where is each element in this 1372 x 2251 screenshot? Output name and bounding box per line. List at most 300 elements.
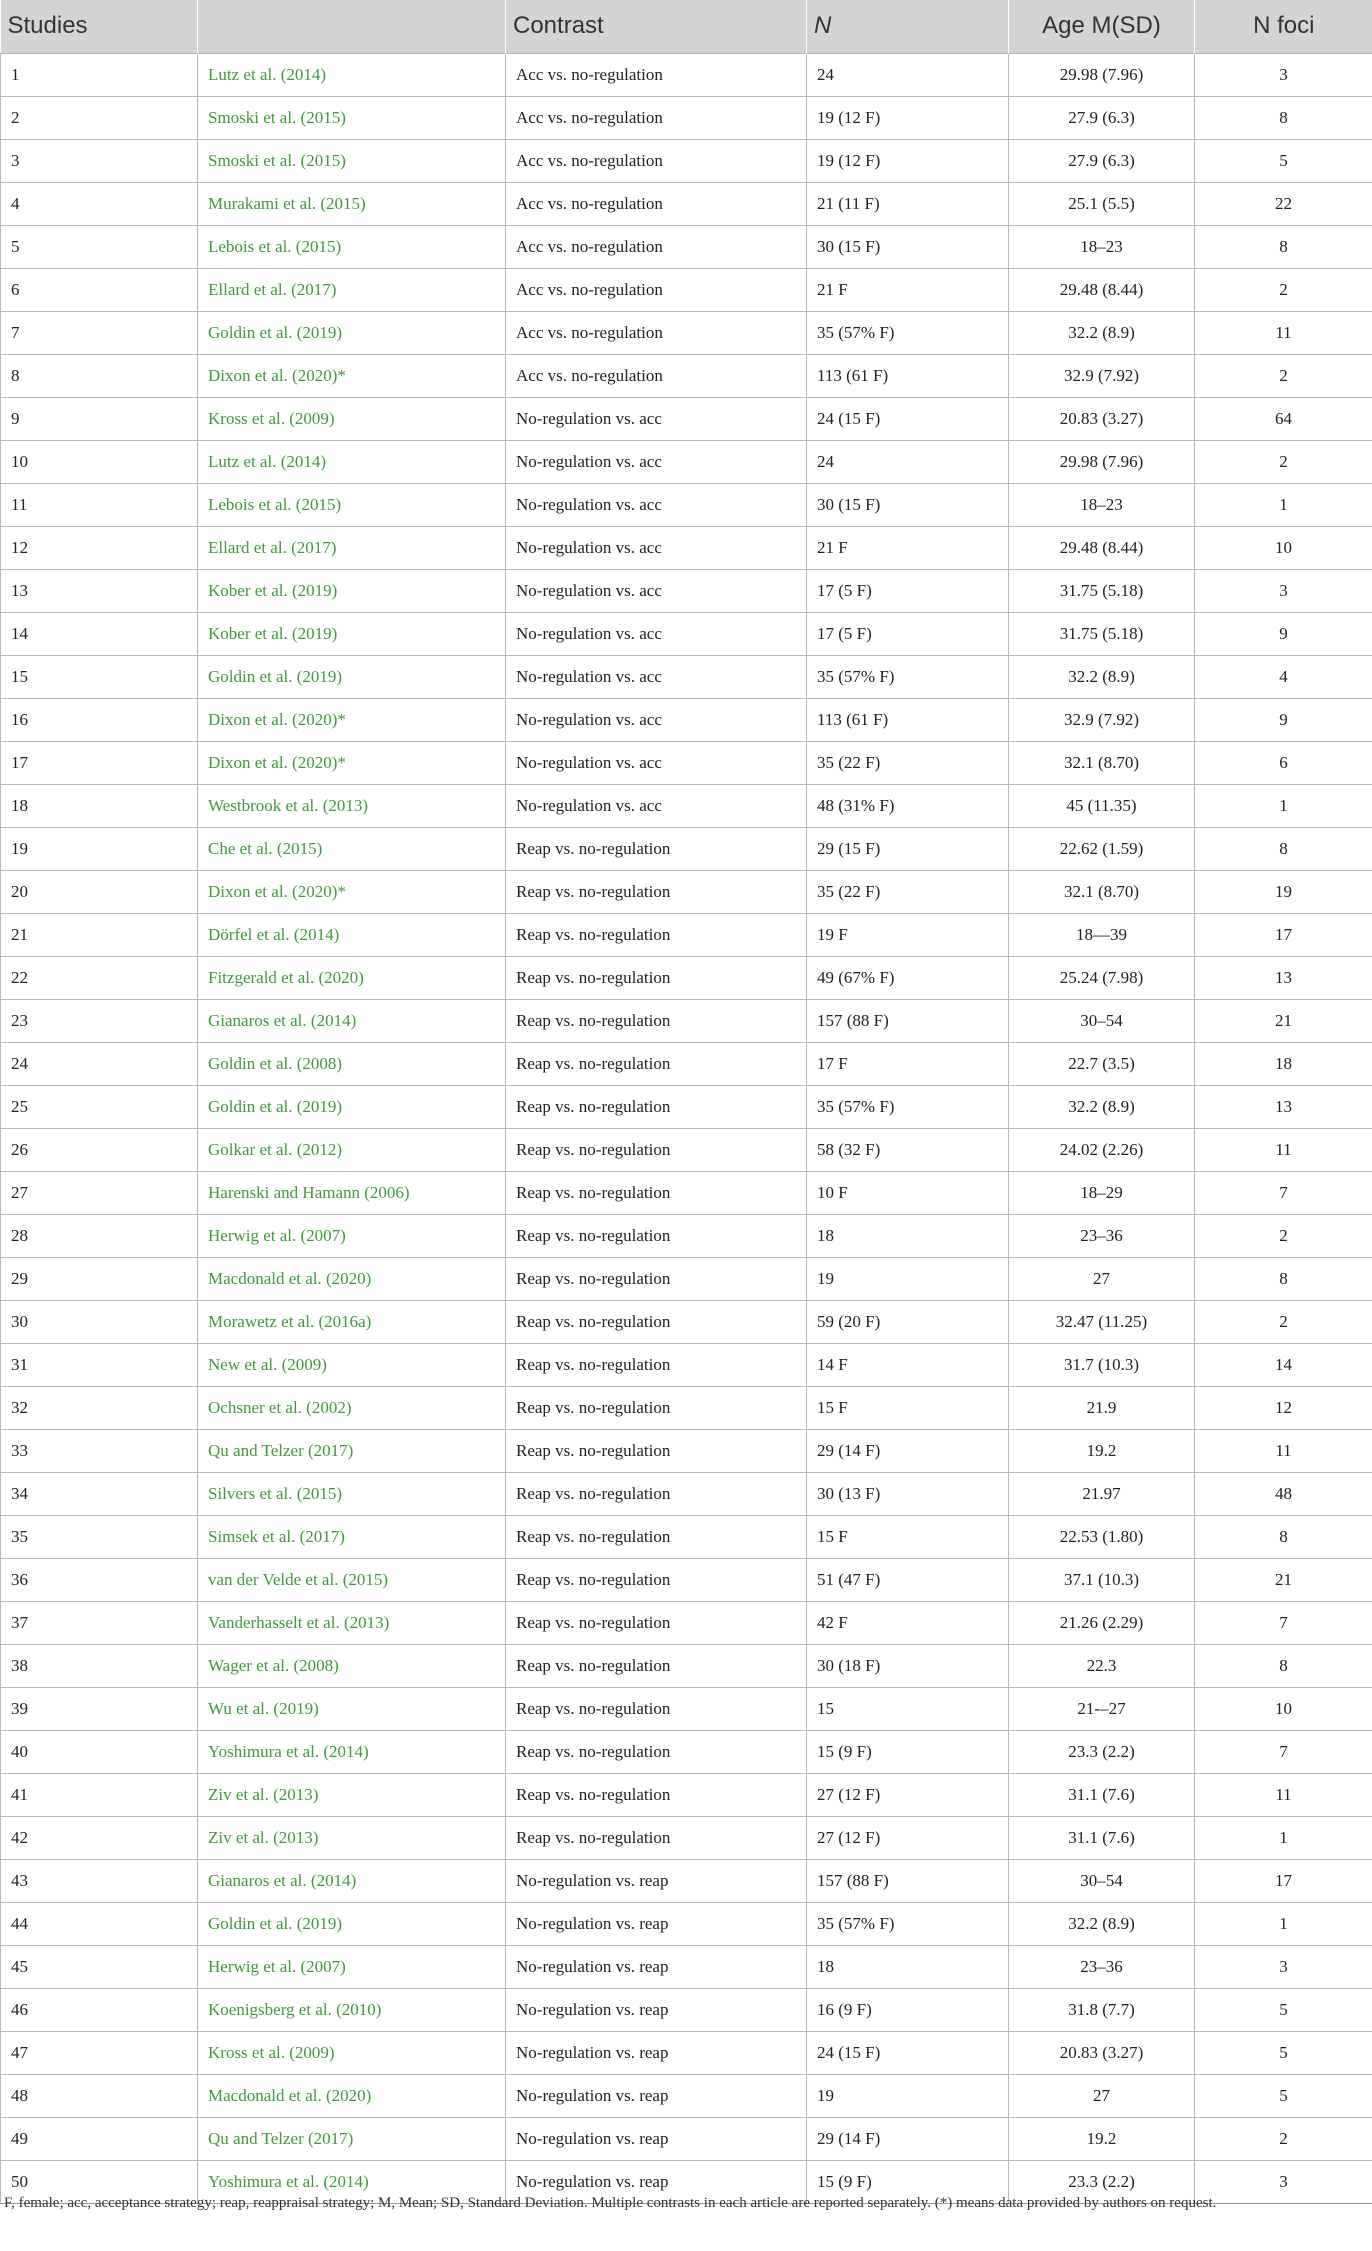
- n-foci-cell: 21: [1195, 1558, 1372, 1601]
- table-row: [1, 1730, 1372, 1773]
- n-cell: 15 (9 F): [807, 1730, 1009, 1773]
- age-cell: 32.9 (7.92): [1009, 354, 1195, 397]
- n-foci-cell: 1: [1195, 1816, 1372, 1859]
- study-number: 26: [1, 1128, 198, 1171]
- table-row: [1, 1214, 1372, 1257]
- study-reference[interactable]: Yoshimura et al. (2014): [198, 2160, 506, 2203]
- table-row: [1, 225, 1372, 268]
- n-cell: 24: [807, 440, 1009, 483]
- study-reference[interactable]: Goldin et al. (2019): [198, 1085, 506, 1128]
- study-number: 44: [1, 1902, 198, 1945]
- table-row: [1, 1386, 1372, 1429]
- age-cell: 29.98 (7.96): [1009, 53, 1195, 96]
- n-cell: 17 F: [807, 1042, 1009, 1085]
- contrast-cell: Reap vs. no-regulation: [506, 1171, 807, 1214]
- table-row: [1, 1171, 1372, 1214]
- n-foci-cell: 5: [1195, 1988, 1372, 2031]
- header-row: [1, 0, 1372, 53]
- table-row: [1, 1300, 1372, 1343]
- study-reference[interactable]: Yoshimura et al. (2014): [198, 1730, 506, 1773]
- study-number: 28: [1, 1214, 198, 1257]
- n-cell: 35 (57% F): [807, 655, 1009, 698]
- n-cell: 15: [807, 1687, 1009, 1730]
- table-row: [1, 397, 1372, 440]
- study-reference[interactable]: Macdonald et al. (2020): [198, 1257, 506, 1300]
- study-reference[interactable]: Dixon et al. (2020)*: [198, 698, 506, 741]
- header-n-foci: N foci: [1195, 0, 1372, 53]
- n-cell: 15 F: [807, 1386, 1009, 1429]
- n-cell: 29 (14 F): [807, 1429, 1009, 1472]
- contrast-cell: Reap vs. no-regulation: [506, 1042, 807, 1085]
- contrast-cell: No-regulation vs. acc: [506, 655, 807, 698]
- study-reference[interactable]: Dixon et al. (2020)*: [198, 354, 506, 397]
- study-reference[interactable]: Ziv et al. (2013): [198, 1773, 506, 1816]
- study-number: 43: [1, 1859, 198, 1902]
- contrast-cell: No-regulation vs. reap: [506, 2074, 807, 2117]
- study-number: 39: [1, 1687, 198, 1730]
- n-foci-cell: 7: [1195, 1730, 1372, 1773]
- table-row: [1, 1558, 1372, 1601]
- contrast-cell: Reap vs. no-regulation: [506, 1128, 807, 1171]
- n-cell: 27 (12 F): [807, 1773, 1009, 1816]
- study-number: 5: [1, 225, 198, 268]
- study-reference[interactable]: Goldin et al. (2019): [198, 311, 506, 354]
- study-number: 30: [1, 1300, 198, 1343]
- n-foci-cell: 3: [1195, 2160, 1372, 2203]
- contrast-cell: Reap vs. no-regulation: [506, 1472, 807, 1515]
- study-reference[interactable]: Murakami et al. (2015): [198, 182, 506, 225]
- study-number: 38: [1, 1644, 198, 1687]
- study-number: 9: [1, 397, 198, 440]
- study-number: 16: [1, 698, 198, 741]
- study-reference[interactable]: Kober et al. (2019): [198, 569, 506, 612]
- n-foci-cell: 13: [1195, 1085, 1372, 1128]
- age-cell: 21.26 (2.29): [1009, 1601, 1195, 1644]
- study-reference[interactable]: Smoski et al. (2015): [198, 96, 506, 139]
- table-row: [1, 96, 1372, 139]
- study-number: 23: [1, 999, 198, 1042]
- age-cell: 45 (11.35): [1009, 784, 1195, 827]
- study-number: 29: [1, 1257, 198, 1300]
- age-cell: 31.7 (10.3): [1009, 1343, 1195, 1386]
- n-cell: 35 (57% F): [807, 1085, 1009, 1128]
- n-cell: 35 (22 F): [807, 870, 1009, 913]
- n-foci-cell: 11: [1195, 1773, 1372, 1816]
- age-cell: 22.53 (1.80): [1009, 1515, 1195, 1558]
- study-number: 14: [1, 612, 198, 655]
- study-number: 49: [1, 2117, 198, 2160]
- study-reference[interactable]: Lebois et al. (2015): [198, 483, 506, 526]
- n-cell: 49 (67% F): [807, 956, 1009, 999]
- n-cell: 30 (15 F): [807, 483, 1009, 526]
- age-cell: 18–23: [1009, 225, 1195, 268]
- contrast-cell: No-regulation vs. reap: [506, 1945, 807, 1988]
- study-reference[interactable]: Fitzgerald et al. (2020): [198, 956, 506, 999]
- study-reference[interactable]: Smoski et al. (2015): [198, 139, 506, 182]
- study-number: 25: [1, 1085, 198, 1128]
- table-row: [1, 440, 1372, 483]
- study-reference[interactable]: Gianaros et al. (2014): [198, 999, 506, 1042]
- table-row: [1, 1515, 1372, 1558]
- contrast-cell: Reap vs. no-regulation: [506, 1085, 807, 1128]
- age-cell: 19.2: [1009, 2117, 1195, 2160]
- n-foci-cell: 14: [1195, 1343, 1372, 1386]
- table-row: [1, 569, 1372, 612]
- age-cell: 32.2 (8.9): [1009, 1085, 1195, 1128]
- table-row: [1, 1042, 1372, 1085]
- study-reference[interactable]: Wager et al. (2008): [198, 1644, 506, 1687]
- n-cell: 10 F: [807, 1171, 1009, 1214]
- n-cell: 42 F: [807, 1601, 1009, 1644]
- age-cell: 30–54: [1009, 1859, 1195, 1902]
- age-cell: 31.1 (7.6): [1009, 1816, 1195, 1859]
- n-cell: 48 (31% F): [807, 784, 1009, 827]
- table-row: [1, 1859, 1372, 1902]
- contrast-cell: Reap vs. no-regulation: [506, 1386, 807, 1429]
- table-row: [1, 526, 1372, 569]
- contrast-cell: Reap vs. no-regulation: [506, 913, 807, 956]
- study-number: 19: [1, 827, 198, 870]
- n-cell: 14 F: [807, 1343, 1009, 1386]
- study-number: 32: [1, 1386, 198, 1429]
- study-reference[interactable]: Ellard et al. (2017): [198, 526, 506, 569]
- n-cell: 30 (13 F): [807, 1472, 1009, 1515]
- study-reference[interactable]: Goldin et al. (2019): [198, 1902, 506, 1945]
- table-body: [1, 53, 1372, 2203]
- table-row: [1, 1902, 1372, 1945]
- n-foci-cell: 10: [1195, 526, 1372, 569]
- contrast-cell: No-regulation vs. acc: [506, 784, 807, 827]
- study-reference[interactable]: Lutz et al. (2014): [198, 53, 506, 96]
- study-number: 7: [1, 311, 198, 354]
- age-cell: 23.3 (2.2): [1009, 1730, 1195, 1773]
- contrast-cell: Reap vs. no-regulation: [506, 1687, 807, 1730]
- table-row: [1, 1988, 1372, 2031]
- table-row: [1, 1601, 1372, 1644]
- study-reference[interactable]: van der Velde et al. (2015): [198, 1558, 506, 1601]
- contrast-cell: Acc vs. no-regulation: [506, 268, 807, 311]
- age-cell: 32.9 (7.92): [1009, 698, 1195, 741]
- contrast-cell: Reap vs. no-regulation: [506, 1644, 807, 1687]
- age-cell: 20.83 (3.27): [1009, 2031, 1195, 2074]
- study-number: 27: [1, 1171, 198, 1214]
- n-foci-cell: 13: [1195, 956, 1372, 999]
- contrast-cell: Acc vs. no-regulation: [506, 311, 807, 354]
- contrast-cell: Acc vs. no-regulation: [506, 354, 807, 397]
- study-reference[interactable]: Qu and Telzer (2017): [198, 1429, 506, 1472]
- n-cell: 21 (11 F): [807, 182, 1009, 225]
- study-reference[interactable]: Ellard et al. (2017): [198, 268, 506, 311]
- n-foci-cell: 8: [1195, 827, 1372, 870]
- age-cell: 32.1 (8.70): [1009, 741, 1195, 784]
- age-cell: 29.48 (8.44): [1009, 268, 1195, 311]
- n-cell: 35 (22 F): [807, 741, 1009, 784]
- n-foci-cell: 12: [1195, 1386, 1372, 1429]
- n-cell: 19 F: [807, 913, 1009, 956]
- study-reference[interactable]: Golkar et al. (2012): [198, 1128, 506, 1171]
- table-row: [1, 1644, 1372, 1687]
- study-number: 6: [1, 268, 198, 311]
- study-reference[interactable]: Simsek et al. (2017): [198, 1515, 506, 1558]
- table-row: [1, 139, 1372, 182]
- study-reference[interactable]: Qu and Telzer (2017): [198, 2117, 506, 2160]
- table-row: [1, 1687, 1372, 1730]
- table-row: [1, 268, 1372, 311]
- age-cell: 21.97: [1009, 1472, 1195, 1515]
- n-foci-cell: 7: [1195, 1171, 1372, 1214]
- n-foci-cell: 17: [1195, 1859, 1372, 1902]
- n-foci-cell: 48: [1195, 1472, 1372, 1515]
- study-reference[interactable]: Vanderhasselt et al. (2013): [198, 1601, 506, 1644]
- n-foci-cell: 1: [1195, 483, 1372, 526]
- n-cell: 27 (12 F): [807, 1816, 1009, 1859]
- study-reference[interactable]: Silvers et al. (2015): [198, 1472, 506, 1515]
- study-reference[interactable]: Lebois et al. (2015): [198, 225, 506, 268]
- contrast-cell: Reap vs. no-regulation: [506, 1730, 807, 1773]
- table-row: [1, 1257, 1372, 1300]
- n-cell: 113 (61 F): [807, 698, 1009, 741]
- n-cell: 19 (12 F): [807, 96, 1009, 139]
- table-row: [1, 311, 1372, 354]
- n-foci-cell: 21: [1195, 999, 1372, 1042]
- n-cell: 16 (9 F): [807, 1988, 1009, 2031]
- n-cell: 29 (14 F): [807, 2117, 1009, 2160]
- study-reference[interactable]: Dixon et al. (2020)*: [198, 870, 506, 913]
- n-foci-cell: 2: [1195, 2117, 1372, 2160]
- table-row: [1, 2031, 1372, 2074]
- study-reference[interactable]: Harenski and Hamann (2006): [198, 1171, 506, 1214]
- study-reference[interactable]: Goldin et al. (2008): [198, 1042, 506, 1085]
- table-row: [1, 913, 1372, 956]
- contrast-cell: Reap vs. no-regulation: [506, 956, 807, 999]
- study-reference[interactable]: Dixon et al. (2020)*: [198, 741, 506, 784]
- contrast-cell: Reap vs. no-regulation: [506, 1816, 807, 1859]
- table-row: [1, 1128, 1372, 1171]
- n-cell: 157 (88 F): [807, 1859, 1009, 1902]
- n-cell: 18: [807, 1214, 1009, 1257]
- age-cell: 18—39: [1009, 913, 1195, 956]
- age-cell: 30–54: [1009, 999, 1195, 1042]
- table-row: [1, 1472, 1372, 1515]
- n-cell: 58 (32 F): [807, 1128, 1009, 1171]
- contrast-cell: Acc vs. no-regulation: [506, 96, 807, 139]
- study-number: 48: [1, 2074, 198, 2117]
- contrast-cell: No-regulation vs. acc: [506, 483, 807, 526]
- n-cell: 59 (20 F): [807, 1300, 1009, 1343]
- study-number: 17: [1, 741, 198, 784]
- n-foci-cell: 1: [1195, 1902, 1372, 1945]
- n-foci-cell: 8: [1195, 1515, 1372, 1558]
- table-row: [1, 483, 1372, 526]
- n-foci-cell: 6: [1195, 741, 1372, 784]
- study-reference[interactable]: Kross et al. (2009): [198, 397, 506, 440]
- study-reference[interactable]: Herwig et al. (2007): [198, 1945, 506, 1988]
- age-cell: 23.3 (2.2): [1009, 2160, 1195, 2203]
- age-cell: 21.9: [1009, 1386, 1195, 1429]
- table-footnote: F, female; acc, acceptance strategy; reap, reappraisal strategy; M, Mean; SD, Standard Deviation. Multiple contrasts in each article are reported separately. (*) means data provided by authors on request.: [4, 2195, 1217, 2211]
- n-cell: 21 F: [807, 268, 1009, 311]
- study-reference[interactable]: Koenigsberg et al. (2010): [198, 1988, 506, 2031]
- n-cell: 15 F: [807, 1515, 1009, 1558]
- table-row: [1, 1343, 1372, 1386]
- n-foci-cell: 10: [1195, 1687, 1372, 1730]
- table-row: [1, 827, 1372, 870]
- study-number: 11: [1, 483, 198, 526]
- study-reference[interactable]: Herwig et al. (2007): [198, 1214, 506, 1257]
- study-number: 45: [1, 1945, 198, 1988]
- age-cell: 31.75 (5.18): [1009, 569, 1195, 612]
- n-cell: 19 (12 F): [807, 139, 1009, 182]
- n-cell: 30 (18 F): [807, 1644, 1009, 1687]
- table-row: [1, 2074, 1372, 2117]
- contrast-cell: Acc vs. no-regulation: [506, 139, 807, 182]
- contrast-cell: No-regulation vs. reap: [506, 1988, 807, 2031]
- age-cell: 25.24 (7.98): [1009, 956, 1195, 999]
- n-foci-cell: 3: [1195, 1945, 1372, 1988]
- study-number: 10: [1, 440, 198, 483]
- n-cell: 113 (61 F): [807, 354, 1009, 397]
- study-reference[interactable]: Che et al. (2015): [198, 827, 506, 870]
- contrast-cell: No-regulation vs. acc: [506, 526, 807, 569]
- n-foci-cell: 11: [1195, 1429, 1372, 1472]
- age-cell: 22.7 (3.5): [1009, 1042, 1195, 1085]
- age-cell: 23–36: [1009, 1214, 1195, 1257]
- study-number: 41: [1, 1773, 198, 1816]
- study-number: 47: [1, 2031, 198, 2074]
- study-reference[interactable]: Ochsner et al. (2002): [198, 1386, 506, 1429]
- n-foci-cell: 2: [1195, 1300, 1372, 1343]
- study-reference[interactable]: Kross et al. (2009): [198, 2031, 506, 2074]
- n-foci-cell: 64: [1195, 397, 1372, 440]
- study-reference[interactable]: New et al. (2009): [198, 1343, 506, 1386]
- study-reference[interactable]: Morawetz et al. (2016a): [198, 1300, 506, 1343]
- study-reference[interactable]: Dörfel et al. (2014): [198, 913, 506, 956]
- study-reference[interactable]: Lutz et al. (2014): [198, 440, 506, 483]
- contrast-cell: Reap vs. no-regulation: [506, 1515, 807, 1558]
- contrast-cell: Reap vs. no-regulation: [506, 1214, 807, 1257]
- study-number: 24: [1, 1042, 198, 1085]
- n-foci-cell: 5: [1195, 2031, 1372, 2074]
- study-reference[interactable]: Gianaros et al. (2014): [198, 1859, 506, 1902]
- n-foci-cell: 4: [1195, 655, 1372, 698]
- age-cell: 32.2 (8.9): [1009, 655, 1195, 698]
- table-row: [1, 354, 1372, 397]
- study-reference[interactable]: Kober et al. (2019): [198, 612, 506, 655]
- contrast-cell: No-regulation vs. reap: [506, 1902, 807, 1945]
- header-contrast: Contrast: [506, 0, 807, 53]
- n-foci-cell: 11: [1195, 1128, 1372, 1171]
- study-number: 22: [1, 956, 198, 999]
- age-cell: 18–23: [1009, 483, 1195, 526]
- table-row: [1, 1085, 1372, 1128]
- n-cell: 19: [807, 2074, 1009, 2117]
- header-studies: Studies: [1, 0, 198, 53]
- contrast-cell: Reap vs. no-regulation: [506, 1257, 807, 1300]
- age-cell: 25.1 (5.5): [1009, 182, 1195, 225]
- contrast-cell: No-regulation vs. acc: [506, 741, 807, 784]
- study-reference[interactable]: Ziv et al. (2013): [198, 1816, 506, 1859]
- study-number: 4: [1, 182, 198, 225]
- age-cell: 27.9 (6.3): [1009, 96, 1195, 139]
- study-number: 15: [1, 655, 198, 698]
- n-foci-cell: 7: [1195, 1601, 1372, 1644]
- study-number: 1: [1, 53, 198, 96]
- age-cell: 24.02 (2.26): [1009, 1128, 1195, 1171]
- table-row: [1, 956, 1372, 999]
- contrast-cell: No-regulation vs. reap: [506, 2031, 807, 2074]
- header-reference: [198, 0, 506, 53]
- table-row: [1, 1945, 1372, 1988]
- table-row: [1, 698, 1372, 741]
- n-foci-cell: 2: [1195, 1214, 1372, 1257]
- study-number: 12: [1, 526, 198, 569]
- contrast-cell: Reap vs. no-regulation: [506, 827, 807, 870]
- study-number: 42: [1, 1816, 198, 1859]
- age-cell: 27: [1009, 1257, 1195, 1300]
- age-cell: 22.3: [1009, 1644, 1195, 1687]
- n-cell: 18: [807, 1945, 1009, 1988]
- study-number: 36: [1, 1558, 198, 1601]
- study-number: 33: [1, 1429, 198, 1472]
- study-number: 34: [1, 1472, 198, 1515]
- n-foci-cell: 1: [1195, 784, 1372, 827]
- header-n: N: [807, 0, 1009, 53]
- n-cell: 24 (15 F): [807, 397, 1009, 440]
- study-number: 31: [1, 1343, 198, 1386]
- n-foci-cell: 11: [1195, 311, 1372, 354]
- n-foci-cell: 19: [1195, 870, 1372, 913]
- age-cell: 29.98 (7.96): [1009, 440, 1195, 483]
- contrast-cell: Reap vs. no-regulation: [506, 999, 807, 1042]
- age-cell: 29.48 (8.44): [1009, 526, 1195, 569]
- header-age: Age M(SD): [1009, 0, 1195, 53]
- n-cell: 51 (47 F): [807, 1558, 1009, 1601]
- n-cell: 35 (57% F): [807, 1902, 1009, 1945]
- n-cell: 29 (15 F): [807, 827, 1009, 870]
- study-number: 13: [1, 569, 198, 612]
- contrast-cell: Reap vs. no-regulation: [506, 1773, 807, 1816]
- age-cell: 27.9 (6.3): [1009, 139, 1195, 182]
- contrast-cell: Reap vs. no-regulation: [506, 1300, 807, 1343]
- age-cell: 20.83 (3.27): [1009, 397, 1195, 440]
- study-reference[interactable]: Macdonald et al. (2020): [198, 2074, 506, 2117]
- study-reference[interactable]: Goldin et al. (2019): [198, 655, 506, 698]
- contrast-cell: No-regulation vs. acc: [506, 440, 807, 483]
- study-number: 18: [1, 784, 198, 827]
- contrast-cell: No-regulation vs. acc: [506, 698, 807, 741]
- study-reference[interactable]: Westbrook et al. (2013): [198, 784, 506, 827]
- contrast-cell: Reap vs. no-regulation: [506, 1601, 807, 1644]
- n-foci-cell: 18: [1195, 1042, 1372, 1085]
- contrast-cell: Reap vs. no-regulation: [506, 1343, 807, 1386]
- study-number: 50: [1, 2160, 198, 2203]
- n-foci-cell: 9: [1195, 698, 1372, 741]
- age-cell: 22.62 (1.59): [1009, 827, 1195, 870]
- table-row: [1, 870, 1372, 913]
- contrast-cell: No-regulation vs. acc: [506, 569, 807, 612]
- contrast-cell: Reap vs. no-regulation: [506, 870, 807, 913]
- age-cell: 23–36: [1009, 1945, 1195, 1988]
- n-cell: 15 (9 F): [807, 2160, 1009, 2203]
- table-row: [1, 655, 1372, 698]
- table-row: [1, 2117, 1372, 2160]
- n-cell: 21 F: [807, 526, 1009, 569]
- study-reference[interactable]: Wu et al. (2019): [198, 1687, 506, 1730]
- n-foci-cell: 2: [1195, 440, 1372, 483]
- study-number: 2: [1, 96, 198, 139]
- contrast-cell: Reap vs. no-regulation: [506, 1429, 807, 1472]
- n-foci-cell: 8: [1195, 225, 1372, 268]
